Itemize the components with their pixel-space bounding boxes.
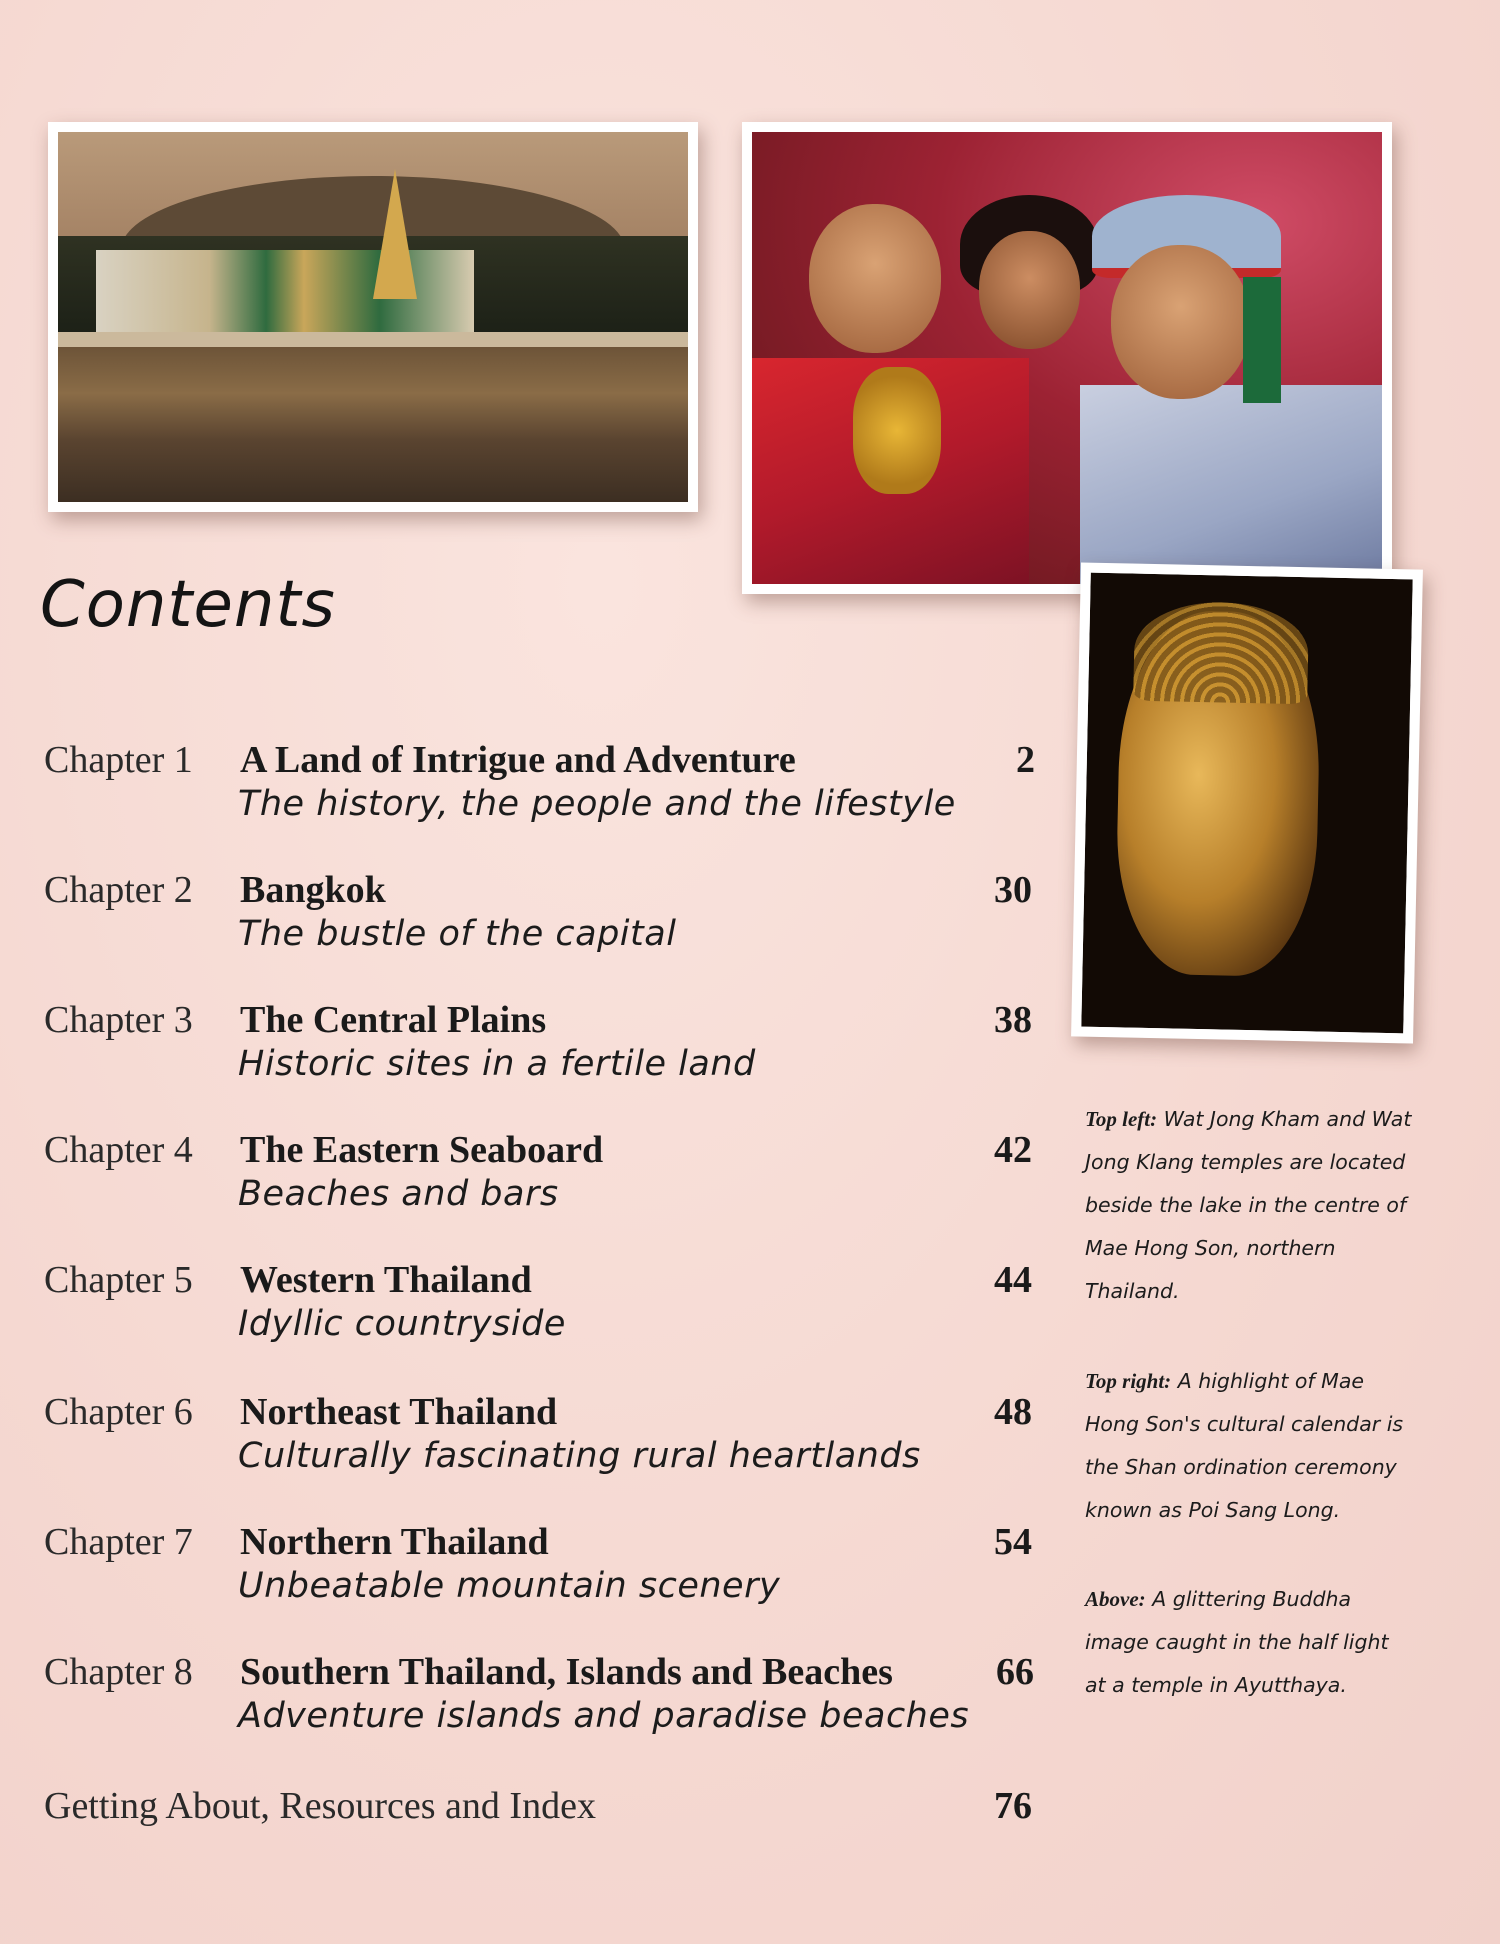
appendix-page: 76 <box>994 1785 1032 1827</box>
photo-temple-lake <box>48 122 698 512</box>
photo-buddha-image <box>1071 562 1423 1043</box>
chapter-title: The Eastern Seaboard <box>240 1129 604 1171</box>
photo-children-ceremony <box>742 122 1392 594</box>
chapter-label: Chapter 8 <box>44 1651 193 1693</box>
chapter-label: Chapter 1 <box>44 739 193 781</box>
caption-top-left <box>1085 1098 1415 1313</box>
chapter-page: 2 <box>1016 739 1035 781</box>
chapter-page: 54 <box>994 1521 1032 1563</box>
caption-text: A glittering Buddha image caught in the half light at a temple in Ayutthaya. <box>1085 1587 1389 1697</box>
caption-text: A highlight of Mae Hong Son's cultural calendar is the Shan ordination ceremony known as Poi Sang Long. <box>1085 1369 1404 1522</box>
chapter-page: 48 <box>994 1391 1032 1433</box>
chapter-title: Northeast Thailand <box>240 1391 558 1433</box>
chapter-title: Northern Thailand <box>240 1521 549 1563</box>
chapter-title: The Central Plains <box>240 999 547 1041</box>
chapter-label: Chapter 3 <box>44 999 193 1041</box>
chapter-subtitle: Unbeatable mountain scenery <box>238 1566 781 1606</box>
chapter-label: Chapter 5 <box>44 1259 193 1301</box>
chapter-page: 30 <box>994 869 1032 911</box>
chapter-subtitle: The history, the people and the lifestyle <box>238 784 956 824</box>
chapter-subtitle: Idyllic countryside <box>238 1304 566 1344</box>
chapter-subtitle: Culturally fascinating rural heartlands <box>238 1436 921 1476</box>
chapter-subtitle: Historic sites in a fertile land <box>238 1044 756 1084</box>
caption-above <box>1085 1578 1415 1707</box>
caption-top-right <box>1085 1360 1415 1532</box>
chapter-title: Western Thailand <box>240 1259 532 1301</box>
chapter-subtitle: Beaches and bars <box>238 1174 559 1214</box>
caption-label: Above: <box>1085 1587 1146 1611</box>
chapter-subtitle: Adventure islands and paradise beaches <box>238 1696 970 1736</box>
chapter-label: Chapter 4 <box>44 1129 193 1171</box>
caption-text: Wat Jong Kham and Wat Jong Klang temples are located beside the lake in the centre of Mae Hong Son, northern Thailand. <box>1085 1107 1412 1303</box>
chapter-subtitle: The bustle of the capital <box>238 914 677 954</box>
chapter-page: 38 <box>994 999 1032 1041</box>
chapter-title: Bangkok <box>240 869 386 911</box>
chapter-label: Chapter 2 <box>44 869 193 911</box>
chapter-page: 44 <box>994 1259 1032 1301</box>
chapter-label: Chapter 6 <box>44 1391 193 1433</box>
caption-label: Top left: <box>1085 1107 1158 1131</box>
chapter-page: 66 <box>996 1651 1034 1693</box>
contents-title: Contents <box>40 568 336 642</box>
chapter-title: Southern Thailand, Islands and Beaches <box>240 1651 893 1693</box>
caption-label: Top right: <box>1085 1369 1172 1393</box>
chapter-title: A Land of Intrigue and Adventure <box>240 739 796 781</box>
chapter-label: Chapter 7 <box>44 1521 193 1563</box>
appendix-title: Getting About, Resources and Index <box>44 1785 596 1827</box>
chapter-page: 42 <box>994 1129 1032 1171</box>
